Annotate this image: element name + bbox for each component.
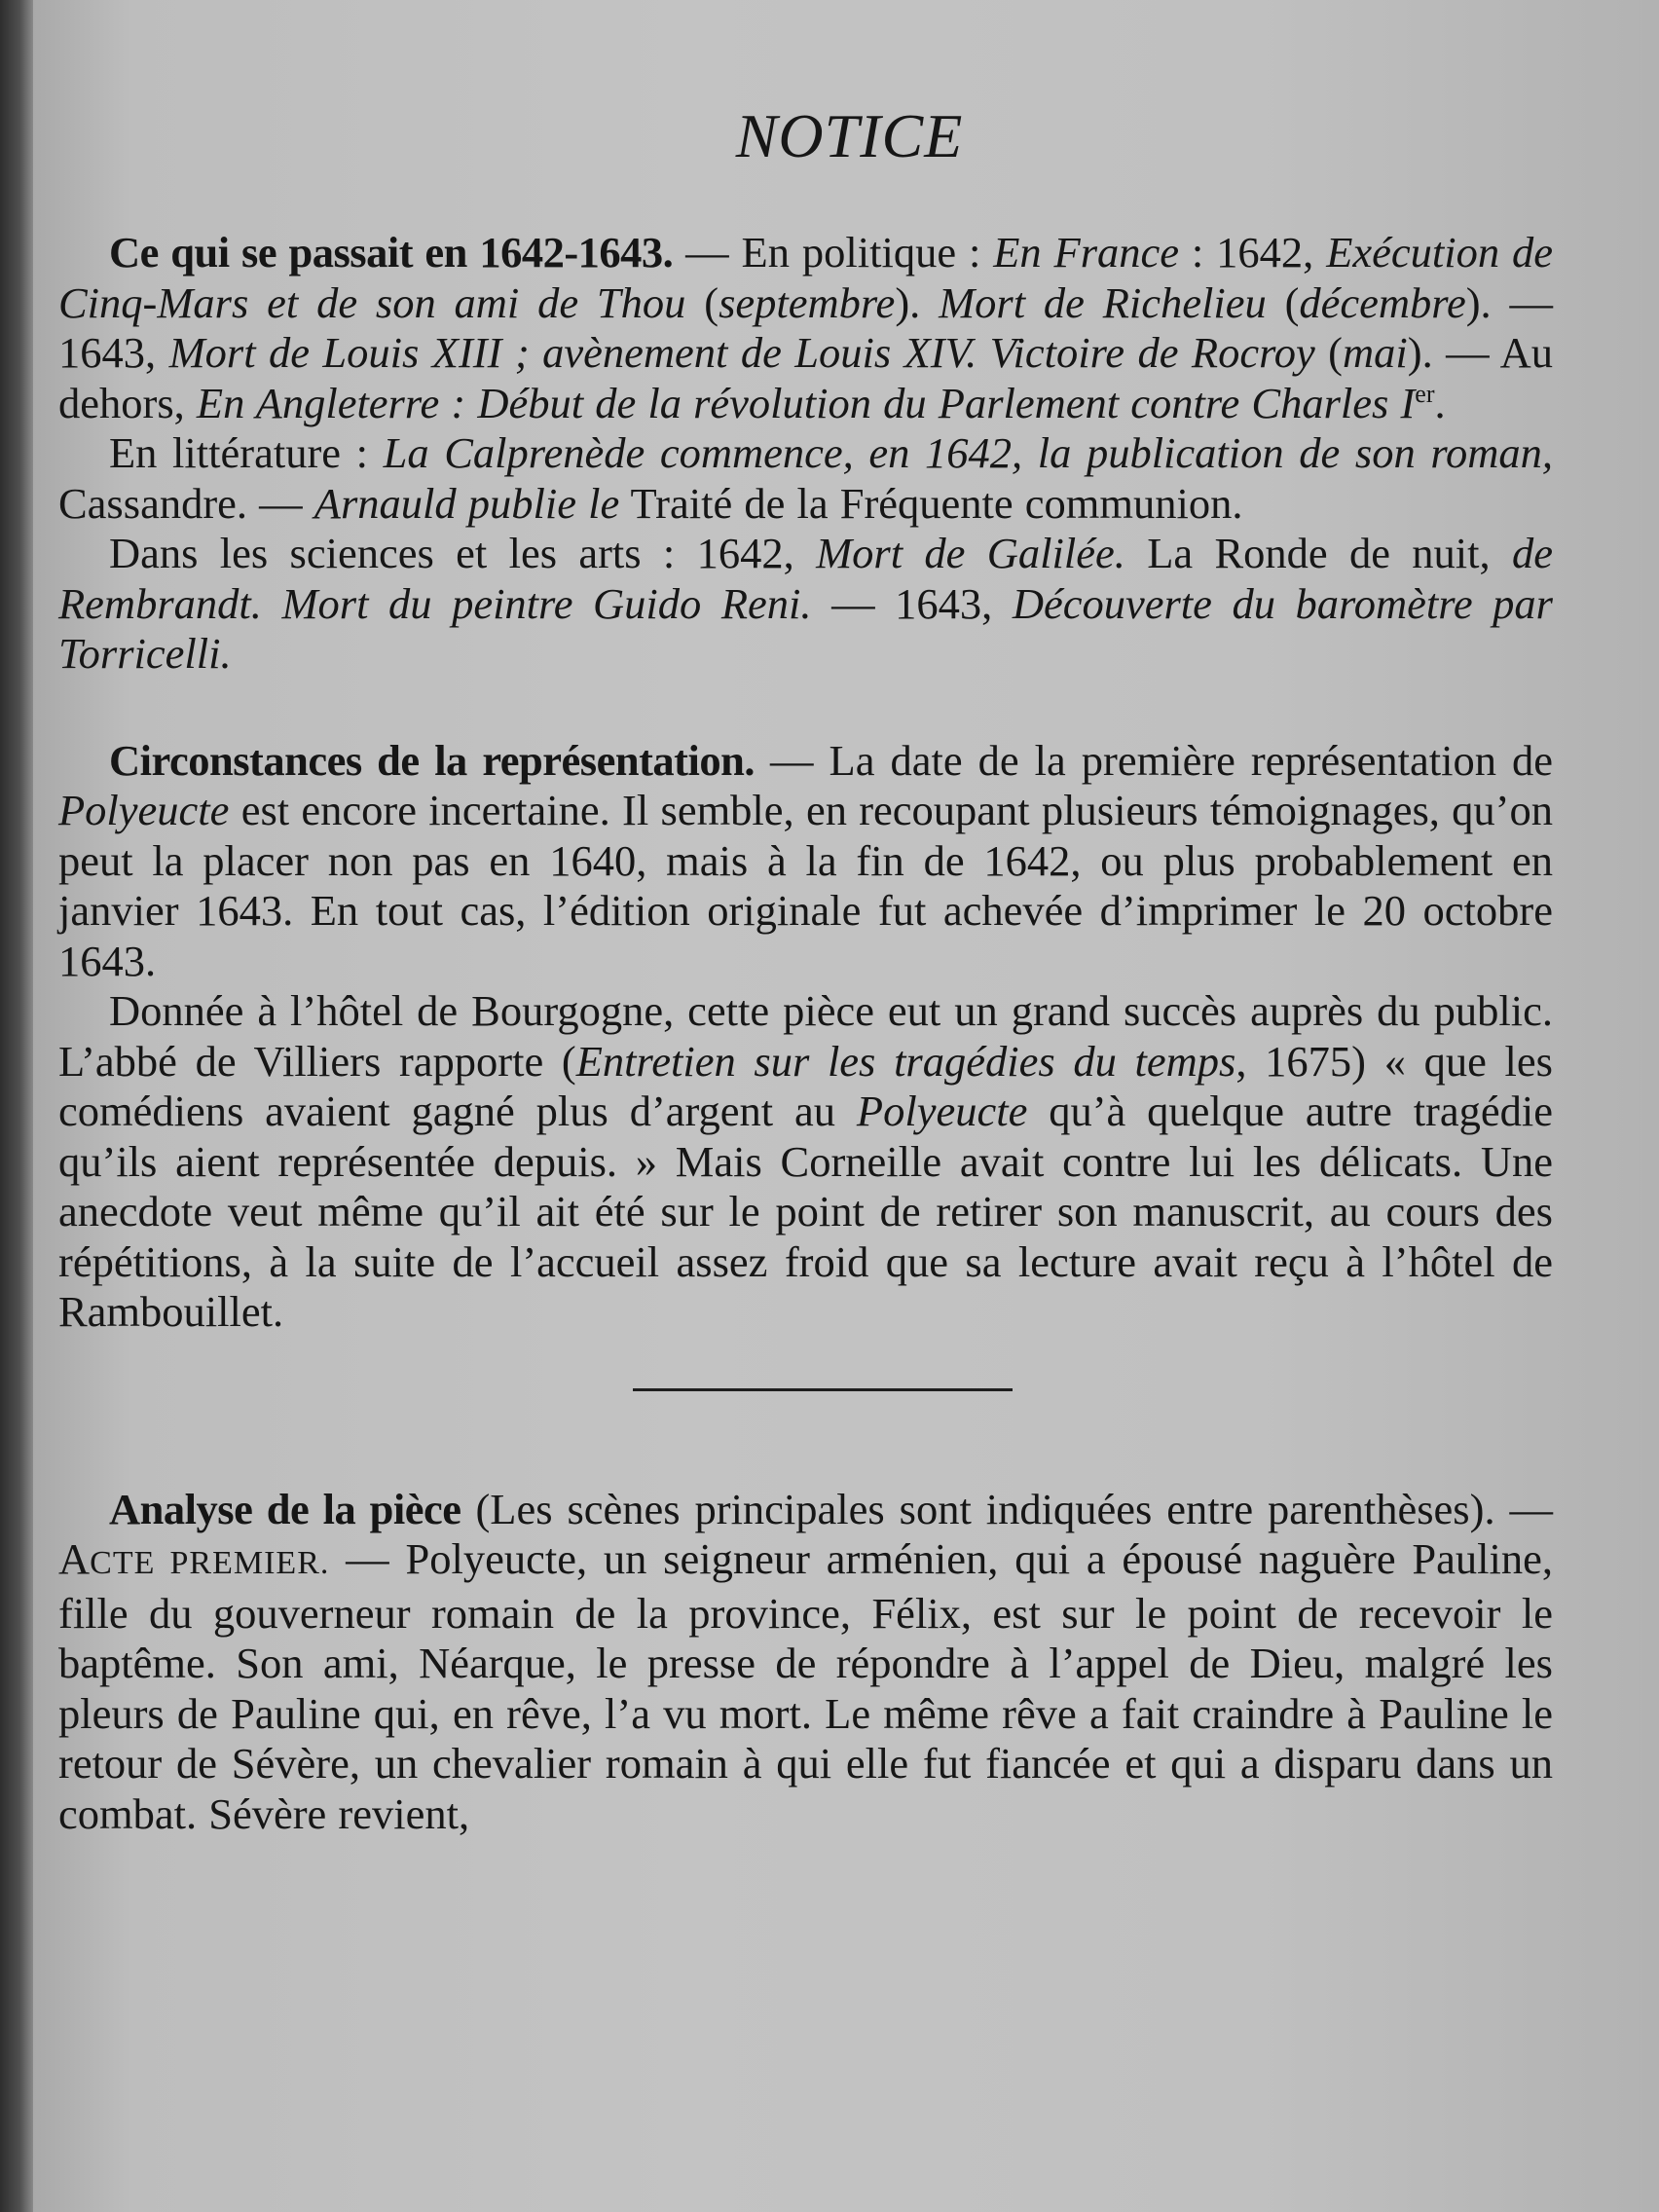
italic-run: Mort de Louis XIII ; avènement de Louis XIV. Victoire de Rocroy (168, 328, 1315, 377)
act-label-initial: A (58, 1534, 91, 1583)
text-run: qu’à quelque autre tragédie qu’ils aient représentée depuis. » Mais Corneille avait contre lui les délicats. Une anecdote veut même qu’il ait été sur le point de retirer son manuscrit, au cours des répétitions, à la suite de l’accueil assez froid que sa lecture avait reçu à l’hôtel de Rambouillet. (58, 1087, 1553, 1336)
text-run: ( (685, 277, 719, 327)
text-run: ( (1266, 277, 1300, 327)
italic-run: décembre (1299, 277, 1466, 327)
text-run: — Polyeucte, un seigneur arménien, qui a épousé naguère Pauline, fille du gouverneur romain de la province, Félix, est sur le point de recevoir le baptême. Son ami, Néarque, le presse de répondre à l’appel de Dieu, malgré les pleurs de Pauline qui, en rêve, l’a vu mort. Le même rêve a fait craindre à Pauline le retour de Sévère, un chevalier romain à qui elle fut fiancée et qui a disparu dans un combat. Sévère revient, (58, 1534, 1553, 1838)
italic-run: mai (1343, 328, 1408, 377)
text-run: Cassandre. — (58, 478, 314, 528)
italic-run: Découverte du baromètre par Torricelli. (58, 578, 1553, 678)
text-run: . (1434, 378, 1446, 427)
text-run: — La date de la première représentation de (754, 735, 1553, 785)
text-run: En littérature : (109, 428, 384, 477)
italic-run: de Rembrandt. Mort du peintre Guido Reni. (58, 529, 1553, 628)
italic-run: En Angleterre : Début de la révolution du Parlement contre Charles I (196, 378, 1416, 427)
italic-run: Mort de Richelieu (939, 277, 1267, 327)
page-content (58, 97, 1553, 1839)
section1-paragraph2 (58, 428, 1553, 529)
section1-paragraph1 (58, 228, 1553, 428)
italic-run: En France (993, 228, 1180, 276)
superscript-run: er (1415, 379, 1435, 408)
act-label-smallcaps: CTE PREMIER. (90, 1545, 330, 1581)
section2-paragraph2 (58, 986, 1553, 1338)
italic-run: La Calprenède commence, en 1642, la publication de son roman, (383, 428, 1553, 477)
italic-run: Exécution de Cinq-Mars et de son ami de Thou (58, 228, 1554, 327)
book-page (33, 0, 1659, 2212)
text-run: — En politique : (685, 228, 994, 276)
section1-paragraph3 (58, 529, 1553, 680)
section1-heading: Ce qui se passait en 1642-1643. (109, 228, 674, 276)
text-run: est encore incertaine. Il semble, en recoupant plusieurs témoignages, qu’on peut la placer non pas en 1640, mais à la fin de 1642, ou plus probablement en janvier 1643. En tout cas, l’édition originale fut achevée d’imprimer le 20 octobre 1643. (58, 786, 1553, 985)
section2-heading: Circonstances de la représentation. (109, 735, 755, 785)
text-run: — 1643, (811, 578, 1013, 628)
text-run: (Les scènes principales sont indiquées entre parenthèses). — (461, 1484, 1553, 1533)
text-run: Donnée à l’hôtel de Bourgogne, cette pièce eut un grand succès auprès du public. L’abbé de Villiers rapporte ( (58, 986, 1553, 1086)
italic-run: septembre (719, 277, 896, 327)
text-run: ). — Au dehors, (58, 328, 1554, 427)
book-spine-shadow (0, 0, 33, 2212)
text-run: Traité de la Fréquente communion. (619, 478, 1243, 528)
text-run: : 1642, (1179, 228, 1327, 276)
section3-heading: Analyse de la pièce (109, 1484, 461, 1533)
text-run: Dans les sciences et les arts : 1642, (109, 529, 817, 577)
text-run: ). — 1643, (58, 277, 1553, 377)
text-run: , 1675) « que les comédiens avaient gagné plus d’argent au (58, 1036, 1553, 1135)
italic-run: Polyeucte (856, 1087, 1028, 1135)
text-run: ). (895, 277, 940, 327)
italic-run: Mort de Galilée. (816, 529, 1125, 577)
italic-run: Entretien sur les tragédies du temps (575, 1036, 1236, 1086)
section3-paragraph1 (58, 1485, 1553, 1840)
italic-run: Arnauld publie le (313, 478, 620, 528)
section-spacer (58, 680, 1553, 736)
italic-run: Polyeucte (58, 786, 230, 834)
text-run: La Ronde de nuit, (1124, 529, 1512, 577)
section2-paragraph1 (58, 736, 1553, 987)
text-run: ( (1314, 328, 1344, 377)
page-title: NOTICE (735, 101, 964, 170)
section-spacer (58, 1338, 1553, 1388)
section-spacer (58, 1391, 1553, 1485)
